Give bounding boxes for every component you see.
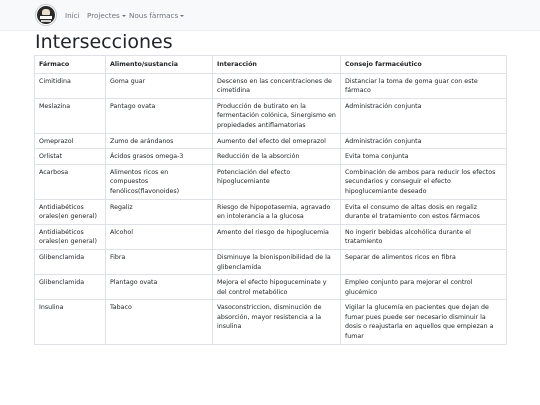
column-header-consejo: Consejo farmacéutico	[341, 56, 507, 74]
cell-interaccion: Riesgo de hipopotasemia, agravado en intolerancia a la glucosa	[213, 199, 341, 224]
table-row	[35, 73, 507, 98]
nav-dropdown-label: Projectes	[87, 11, 120, 20]
table-row	[35, 149, 507, 165]
cell-alimento: Plantago ovata	[106, 275, 213, 300]
column-header-interaccion: Interacción	[213, 56, 341, 74]
cell-consejo: Evita toma conjunta	[341, 149, 507, 165]
caret-down-icon	[122, 15, 126, 17]
page-title: Intersecciones	[35, 31, 173, 53]
cell-interaccion: Amento del riesgo de hipoglucemia	[213, 224, 341, 249]
cell-interaccion: Potenciación del efecto hipoglucemiante	[213, 164, 341, 199]
nav-link-inici[interactable]: Inici	[65, 11, 80, 20]
pharmacist-avatar-icon[interactable]	[36, 5, 56, 25]
interactions-table	[34, 55, 507, 345]
caret-down-icon	[180, 15, 184, 17]
cell-farmaco: Antidiabéticos orales(en general)	[35, 199, 106, 224]
cell-farmaco: Glibenclamida	[35, 275, 106, 300]
cell-interaccion: Producción de butirato en la fermentación colónica, Sinergismo en propiedades antiflamatorias	[213, 98, 341, 133]
nav-dropdown-nous-farmacs[interactable]	[129, 11, 184, 20]
cell-interaccion: Aumento del efecto del omeprazol	[213, 133, 341, 149]
table-row	[35, 275, 507, 300]
cell-alimento: Goma guar	[106, 73, 213, 98]
table-row	[35, 249, 507, 274]
cell-farmaco: Meslazina	[35, 98, 106, 133]
table-row	[35, 300, 507, 344]
table-header-row	[35, 56, 507, 74]
table-row	[35, 199, 507, 224]
cell-farmaco: Orlistat	[35, 149, 106, 165]
cell-alimento: Fibra	[106, 249, 213, 274]
nav-dropdown-label: Nous fàrmacs	[129, 11, 179, 20]
top-navbar	[0, 0, 540, 31]
cell-consejo: Vigilar la glucemía en pacientes que dejan de fumar pues puede ser necesario disminuir la dosis o reajustarla en aquellos que empiezan a fumar	[341, 300, 507, 344]
table-row	[35, 224, 507, 249]
cell-farmaco: Glibenclamida	[35, 249, 106, 274]
cell-consejo: Separar de alimentos ricos en fibra	[341, 249, 507, 274]
cell-alimento: Tabaco	[106, 300, 213, 344]
cell-farmaco: Insulina	[35, 300, 106, 344]
cell-farmaco: Antidiabéticos orales(en general)	[35, 224, 106, 249]
cell-alimento: Regaliz	[106, 199, 213, 224]
cell-consejo: No ingerir bebidas alcohólica durante el tratamiento	[341, 224, 507, 249]
cell-alimento: Ácidos grasos omega-3	[106, 149, 213, 165]
cell-interaccion: Reducción de la absorción	[213, 149, 341, 165]
cell-interaccion: Disminuye la bionisponibilidad de la glibenclamida	[213, 249, 341, 274]
cell-farmaco: Acarbosa	[35, 164, 106, 199]
cell-alimento: Pantago ovata	[106, 98, 213, 133]
cell-consejo: Administración conjunta	[341, 98, 507, 133]
column-header-farmaco: Fármaco	[35, 56, 106, 74]
table-row	[35, 133, 507, 149]
cell-interaccion: Vasoconstriccion, disminución de absorción, mayor resistencia a la insulina	[213, 300, 341, 344]
cell-farmaco: Omeprazol	[35, 133, 106, 149]
column-header-alimento: Alimento/sustancia	[106, 56, 213, 74]
cell-consejo: Empleo conjunto para mejorar el control glucémico	[341, 275, 507, 300]
table-row	[35, 98, 507, 133]
cell-consejo: Administración conjunta	[341, 133, 507, 149]
table-row	[35, 164, 507, 199]
cell-consejo: Combinación de ambos para reducir los efectos secundarios y conseguir el efecto hipoglucemiante deseado	[341, 164, 507, 199]
cell-alimento: Alimentos ricos en compuestos fenólicos(flavonoides)	[106, 164, 213, 199]
cell-interaccion: Descenso en las concentraciones de cimetidina	[213, 73, 341, 98]
cell-consejo: Evita el consumo de altas dosis en regaliz durante el tratamiento con estos fármacos	[341, 199, 507, 224]
nav-dropdown-projectes[interactable]	[87, 11, 126, 20]
cell-interaccion: Mejora el efecto hipoguceminate y del control metabólico	[213, 275, 341, 300]
cell-alimento: Alcohol	[106, 224, 213, 249]
cell-alimento: Zumo de arándanos	[106, 133, 213, 149]
cell-farmaco: Cimitidina	[35, 73, 106, 98]
cell-consejo: Distanciar la toma de goma guar con este fármaco	[341, 73, 507, 98]
